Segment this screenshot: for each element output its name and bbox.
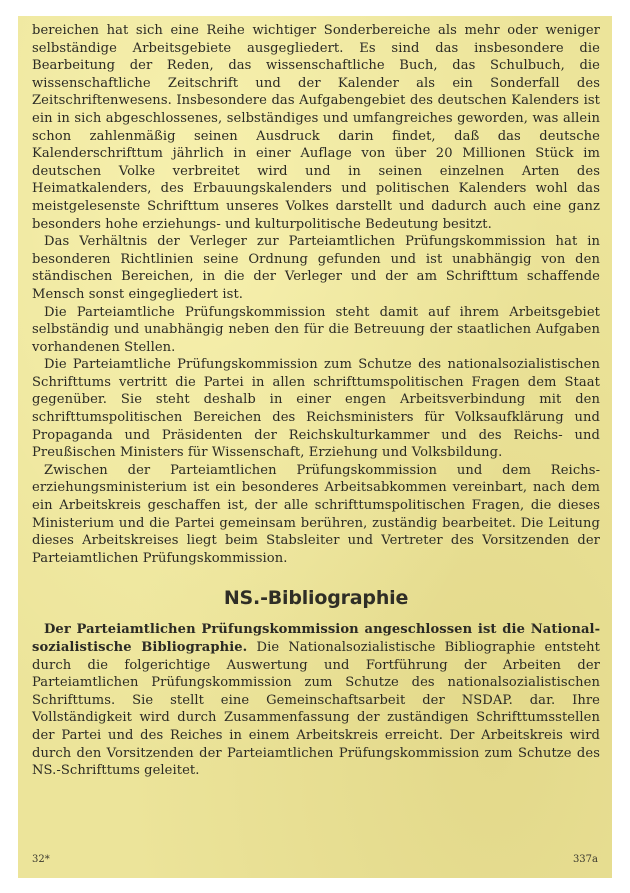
paragraph-3: Die Parteiamtliche Prüfungskommission steht damit auf ihrem Arbeitsgebiet selbständig und unabhängig neben den für die Betreuung der staatlichen Aufgaben vorhandenen Stellen.: [32, 304, 600, 355]
section-body: [32, 621, 600, 779]
paragraph-4: Die Parteiamtliche Prüfungskommission zum Schutze des nationalsozialistischen Schrifttums vertritt die Partei in allen schrifttumspolitischen Fragen dem Staat gegenüber. Sie steht deshalb in einer engen Arbeitsverbindung mit den schrifttumspolitischen Bereichen des Reichsministers für Volksaufklärung und Propaganda und Präsidenten der Reichskulturkammer und des Reichs- und Preußischen Ministers für Wissenschaft, Erziehung und Volksbildung.: [32, 357, 600, 461]
page-number: 337a: [572, 854, 598, 865]
section-lead: Der Parteiamtlichen Prüfungskommission angeschlossen ist die Nationalsozialistische Bibliographie.: [32, 622, 600, 655]
section-text: Die Nationalsozialistische Bibliographie entsteht durch die folgerichtige Auswertung und Fortführung der Arbeiten der Parteiamtlichen Prüfungskommission zum Schutze des nationalsozialistischen Schrifttums. Sie stellt eine Gemeinschaftsarbeit der NSDAP. dar. Ihre Vollständigkeit wird durch Zusammenfassung der zuständigen Schrifttumsstellen der Partei und des Reiches in einem Arbeitskreis erreicht. Der Arbeitskreis wird durch den Vorsitzenden der Parteiamtlichen Prüfungskommission zum Schutze des NS.-Schrifttums geleitet.: [32, 640, 600, 779]
paragraph-1: bereichen hat sich eine Reihe wichtiger Sonderbereiche als mehr oder weniger selbständige Arbeitsgebiete ausgegliedert. Es sind das insbesondere die Bearbeitung der Reden, das wissenschaftliche Buch, das Schulbuch, die wissenschaftliche Zeitschrift und der Kalender als ein Sonderfall des Zeitschriftenwesens. Insbesondere das Aufgabengebiet des deutschen Kalenders ist ein in sich abgeschlossenes, selbständiges und umfangreiches geworden, was allein schon zahlenmäßig seinen Ausdruck darin findet, daß das deutsche Kalenderschrifttum jährlich in einer Auflage von über 20 Millionen Stück im deutschen Volke verbreitet wird und in seinen einzelnen Arten des Heimatkalenders, des Erbauungskalenders und politischen Kalenders wohl das meistgelesenste Schrifttum unseres Volkes darstellt und dadurch auch eine ganz besonders hohe erziehungs- und kulturpolitische Bedeutung besitzt.: [32, 23, 600, 232]
book-page: [18, 16, 612, 878]
section-paragraph: [32, 621, 600, 779]
paragraph-2: Das Verhältnis der Verleger zur Parteiamtlichen Prüfungskommission hat in besonderen Richtlinien seine Ordnung gefunden und ist unabhängig von den ständischen Bereichen, in die der Verleger und der am Schrifttum schaffende Mensch sonst eingegliedert ist.: [32, 234, 600, 302]
page-footer: [32, 854, 598, 868]
section-heading: NS.-Bibliographie: [223, 587, 409, 610]
signature-mark: 32*: [32, 854, 50, 865]
paragraph-5: Zwischen der Parteiamtlichen Prüfungskommission und dem Reichserziehungsministerium ist ein besonderes Arbeitsabkommen vereinbart, nach dem ein Arbeitskreis geschaffen ist, der alle schrifttumspolitischen Fragen, die dieses Ministerium und die Partei gemeinsam berühren, zuständig bearbeitet. Die Leitung dieses Arbeitskreises liegt beim Stabsleiter und Vertreter des Vorsitzenden der Parteiamtlichen Prüfungskommission.: [32, 462, 600, 566]
body-text: [32, 22, 600, 567]
